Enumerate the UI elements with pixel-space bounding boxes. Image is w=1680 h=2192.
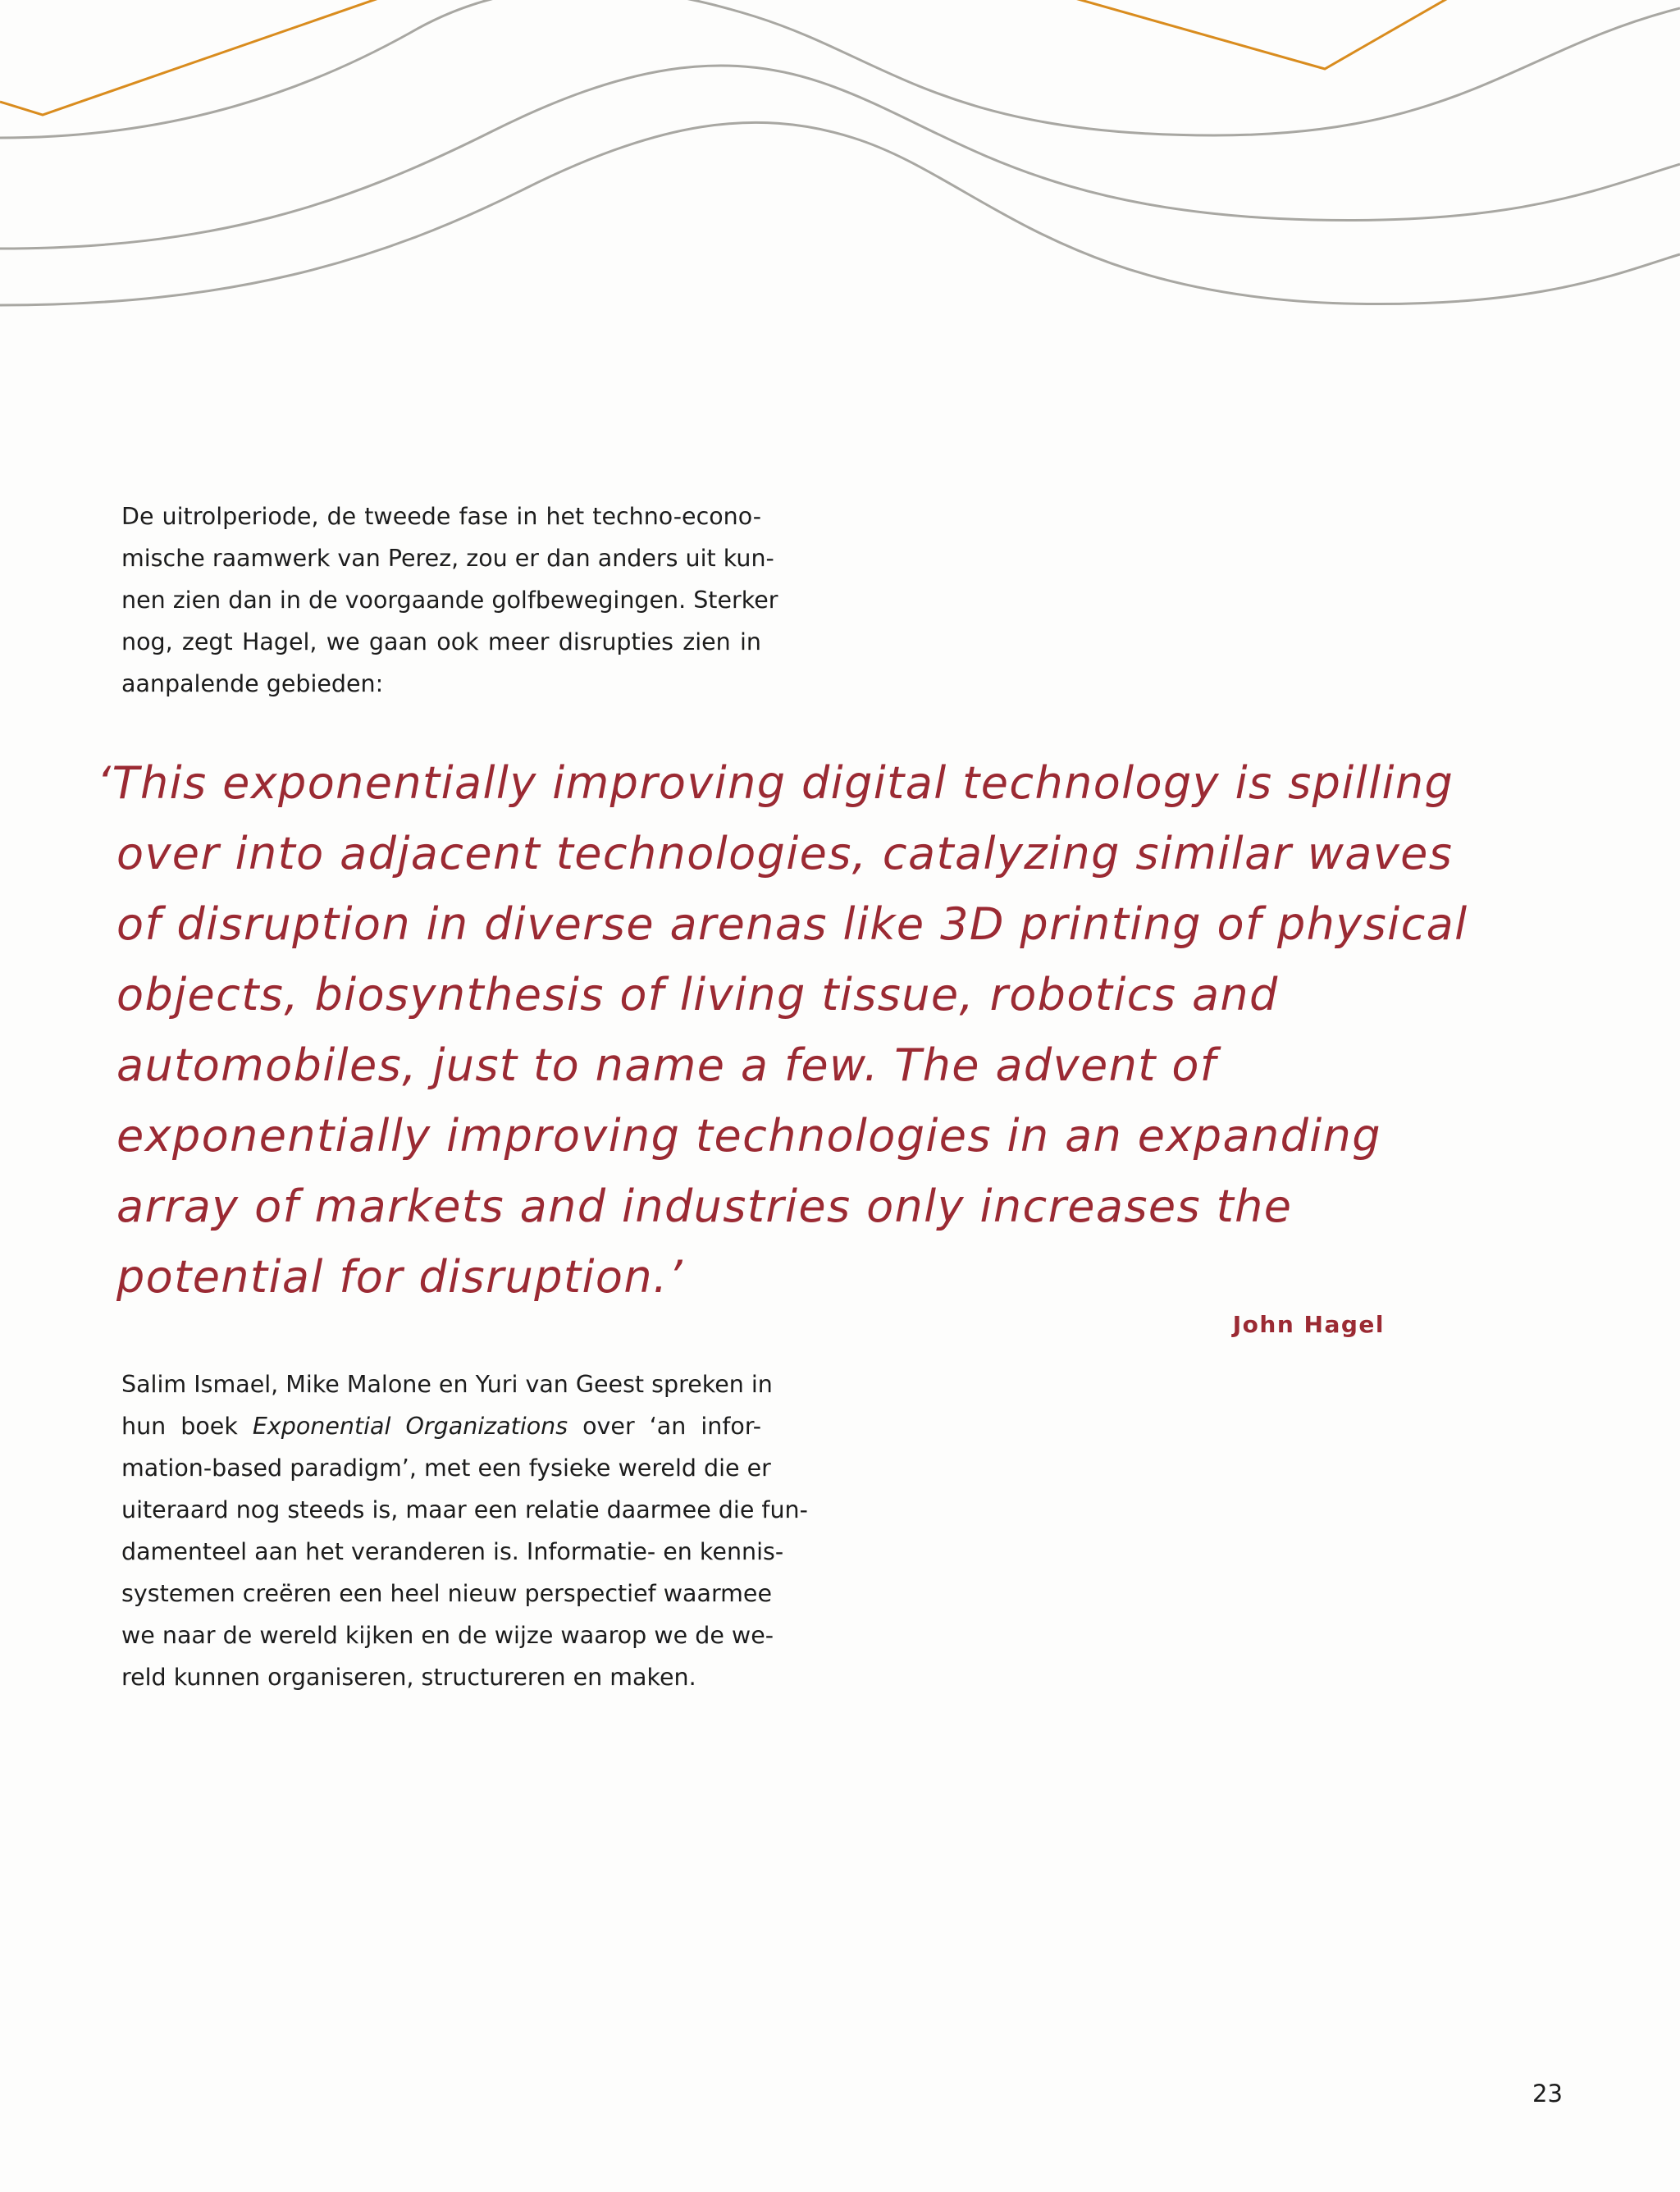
closing-line-end: over ‘an infor- [568,1413,762,1440]
quote-line: objects, biosynthesis of living tissue, robotics and [116,969,1279,1021]
quote-author: John Hagel [1232,1311,1385,1338]
intro-line: aanpalende gebieden: [121,670,384,697]
closing-line: mation-based paradigm’, met een fysieke wereld die er [121,1454,771,1482]
intro-line: De uitrolperiode, de tweede fase in het techno-econo- [121,503,761,530]
closing-line: damenteel aan het veranderen is. Informatie- en kennis- [121,1538,784,1565]
quote-line: exponentially improving technologies in an expanding [116,1110,1381,1162]
closing-line-with-title [121,1405,761,1447]
quote-line: over into adjacent technologies, catalyzing similar waves [116,828,1454,879]
intro-paragraph [121,495,778,705]
closing-line-start: hun boek [121,1413,253,1440]
wave-line-2 [0,66,1680,249]
closing-paragraph [121,1363,808,1698]
closing-line: we naar de wereld kijken en de wijze waarop we de we- [121,1622,774,1649]
closing-line: reld kunnen organiseren, structureren en maken. [121,1664,696,1691]
wave-line-3 [0,122,1680,305]
orange-zigzag-line-left [0,0,386,115]
page-number: 23 [1532,2080,1563,2108]
quote-line: potential for disruption.’ [116,1251,684,1303]
wave-decoration [0,0,1680,328]
closing-line: uiteraard nog steeds is, maar een relatie daarmee die fun- [121,1496,808,1523]
intro-line: mische raamwerk van Perez, zou er dan anders uit kun- [121,545,774,572]
quote-line: array of markets and industries only increases the [116,1180,1293,1232]
closing-line: systemen creëren een heel nieuw perspectief waarmee [121,1580,773,1607]
quote-line: ‘This exponentially improving digital technology is spilling [97,757,1454,809]
quote-line: of disruption in diverse arenas like 3D printing of physical [116,898,1468,950]
intro-line: nen zien dan in de voorgaande golfbewegingen. Sterker [121,587,778,614]
intro-line: nog, zegt Hagel, we gaan ook meer disrupties zien in [121,628,761,655]
closing-line: Salim Ismael, Mike Malone en Yuri van Geest spreken in [121,1371,773,1398]
quote-line: automobiles, just to name a few. The advent of [116,1039,1217,1091]
book-title: Exponential Organizations [252,1413,568,1440]
wave-line-1 [0,0,1680,138]
orange-zigzag-line-right [1066,0,1452,69]
pull-quote [97,748,1468,1313]
